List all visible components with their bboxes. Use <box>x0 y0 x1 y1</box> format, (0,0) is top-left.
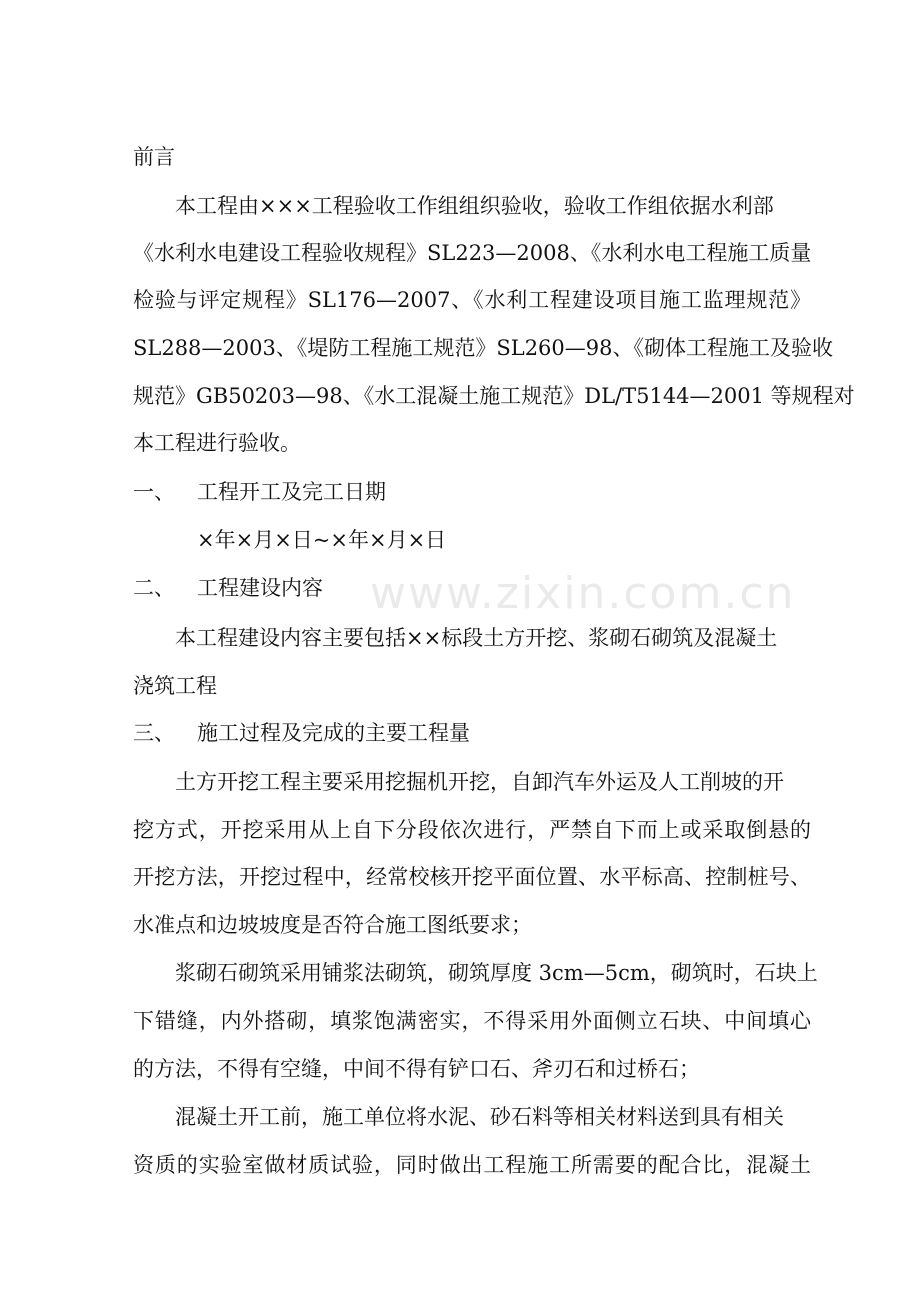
intro-line-4: SL288—2003、《堤防工程施工规范》SL260—98、《砌体工程施工及验收 <box>133 336 833 360</box>
section-3-title: 施工过程及完成的主要工程量 <box>197 721 470 745</box>
intro-line-2: 《水利水电建设工程验收规程》SL223—2008、《水利水电工程施工质量 <box>133 241 812 265</box>
section-1-title: 工程开工及完工日期 <box>197 480 386 504</box>
watermark: www.zixin.com.cn <box>370 568 796 619</box>
section-3-p2-line-2: 下错缝，内外搭砌，填浆饱满密实，不得采用外面侧立石块、中间填心 <box>133 1009 811 1033</box>
section-3-p1-line-3: 开挖方法，开挖过程中，经常校核开挖平面位置、水平标高、控制桩号、 <box>133 865 811 889</box>
section-3-p2-line-1: 浆砌石砌筑采用铺浆法砌筑，砌筑厚度 3cm—5cm，砌筑时，石块上 <box>175 961 818 985</box>
section-3-p3-line-1: 混凝土开工前，施工单位将水泥、砂石料等相关材料送到具有相关 <box>175 1105 784 1129</box>
intro-line-5: 规范》GB50203—98、《水工混凝土施工规范》DL/T5144—2001 等规程对 <box>133 384 855 408</box>
intro-line-3: 检验与评定规程》SL176—2007、《水利工程建设项目施工监理规范》 <box>133 288 811 312</box>
section-2-line-2: 浇筑工程 <box>133 674 217 698</box>
section-1-date: ×年×月×日~×年×月×日 <box>197 528 447 552</box>
section-3-heading <box>133 718 470 748</box>
section-3-number: 三、 <box>133 721 175 745</box>
section-2-number: 二、 <box>133 576 175 600</box>
intro-line-1: 本工程由×××工程验收工作组组织验收，验收工作组依据水利部 <box>175 194 774 218</box>
section-3-p3-line-2: 资质的实验室做材质试验，同时做出工程施工所需要的配合比，混凝土 <box>133 1153 811 1177</box>
section-3-p1-line-1: 土方开挖工程主要采用挖掘机开挖，自卸汽车外运及人工削坡的开 <box>175 770 784 794</box>
section-2-heading <box>133 573 323 603</box>
heading-preface: 前言 <box>133 145 175 169</box>
section-3-p1-line-2: 挖方式，开挖采用从上自下分段依次进行，严禁自下而上或采取倒悬的 <box>133 818 811 842</box>
intro-line-6: 本工程进行验收。 <box>133 431 301 455</box>
section-2-line-1: 本工程建设内容主要包括××标段土方开挖、浆砌石砌筑及混凝土 <box>175 626 778 650</box>
section-3-p1-line-4: 水准点和边坡坡度是否符合施工图纸要求； <box>133 913 532 937</box>
section-1-heading <box>133 477 386 507</box>
section-3-p2-line-3: 的方法，不得有空缝，中间不得有铲口石、斧刃石和过桥石； <box>133 1057 700 1081</box>
section-2-title: 工程建设内容 <box>197 576 323 600</box>
section-1-number: 一、 <box>133 480 175 504</box>
